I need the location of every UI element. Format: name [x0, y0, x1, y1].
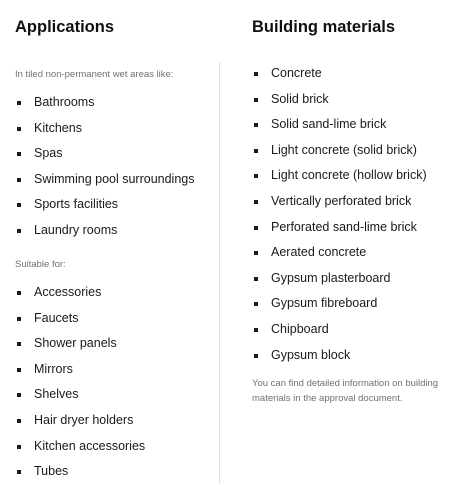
bullet-icon: [254, 149, 258, 153]
bullet-icon: [17, 127, 21, 131]
list-item: Bathrooms: [15, 90, 195, 116]
bullet-icon: [17, 470, 21, 474]
bullet-icon: [254, 123, 258, 127]
list-item: Swimming pool surroundings: [15, 167, 195, 193]
bullet-icon: [254, 302, 258, 306]
bullet-icon: [254, 200, 258, 204]
list-item: Kitchens: [15, 116, 195, 142]
list-item: Faucets: [15, 306, 145, 332]
building-materials-list: [252, 61, 427, 368]
list-item: Kitchen accessories: [15, 434, 145, 460]
bullet-icon: [254, 251, 258, 255]
list-item: Light concrete (solid brick): [252, 138, 427, 164]
bullet-icon: [254, 226, 258, 230]
bullet-icon: [254, 277, 258, 281]
list-item: Light concrete (hollow brick): [252, 163, 427, 189]
bullet-icon: [254, 328, 258, 332]
list-item: Concrete: [252, 61, 427, 87]
suitable-for-label: Suitable for:: [15, 259, 66, 270]
suitable-for-list: [15, 280, 145, 485]
applications-heading: Applications: [15, 18, 115, 36]
list-item: Spas: [15, 141, 195, 167]
list-item: Vertically perforated brick: [252, 189, 427, 215]
building-materials-heading: Building materials: [252, 18, 396, 36]
bullet-icon: [17, 152, 21, 156]
bullet-icon: [254, 72, 258, 76]
column-divider: [219, 62, 220, 484]
bullet-icon: [17, 317, 21, 321]
bullet-icon: [17, 203, 21, 207]
list-item: Mirrors: [15, 357, 145, 383]
bullet-icon: [17, 178, 21, 182]
bullet-icon: [17, 393, 21, 397]
wet-areas-label: In tiled non-permanent wet areas like:: [15, 69, 174, 80]
list-item: Tubes: [15, 459, 145, 485]
bullet-icon: [254, 354, 258, 358]
list-item: Accessories: [15, 280, 145, 306]
list-item: Perforated sand-lime brick: [252, 215, 427, 241]
list-item: Aerated concrete: [252, 240, 427, 266]
bullet-icon: [17, 342, 21, 346]
list-item: Sports facilities: [15, 192, 195, 218]
bullet-icon: [254, 98, 258, 102]
bullet-icon: [17, 445, 21, 449]
list-item: Shower panels: [15, 331, 145, 357]
list-item: Hair dryer holders: [15, 408, 145, 434]
bullet-icon: [17, 291, 21, 295]
list-item: Laundry rooms: [15, 218, 195, 244]
list-item: Solid brick: [252, 87, 427, 113]
bullet-icon: [254, 174, 258, 178]
list-item: Gypsum block: [252, 343, 427, 369]
list-item: Gypsum fibreboard: [252, 291, 427, 317]
approval-note: You can find detailed information on building materials in the approval document.: [252, 378, 439, 404]
list-item: Shelves: [15, 382, 145, 408]
bullet-icon: [17, 419, 21, 423]
bullet-icon: [17, 229, 21, 233]
list-item: Chipboard: [252, 317, 427, 343]
list-item: Gypsum plasterboard: [252, 266, 427, 292]
bullet-icon: [17, 368, 21, 372]
wet-areas-list: [15, 90, 195, 244]
list-item: Solid sand-lime brick: [252, 112, 427, 138]
bullet-icon: [17, 101, 21, 105]
